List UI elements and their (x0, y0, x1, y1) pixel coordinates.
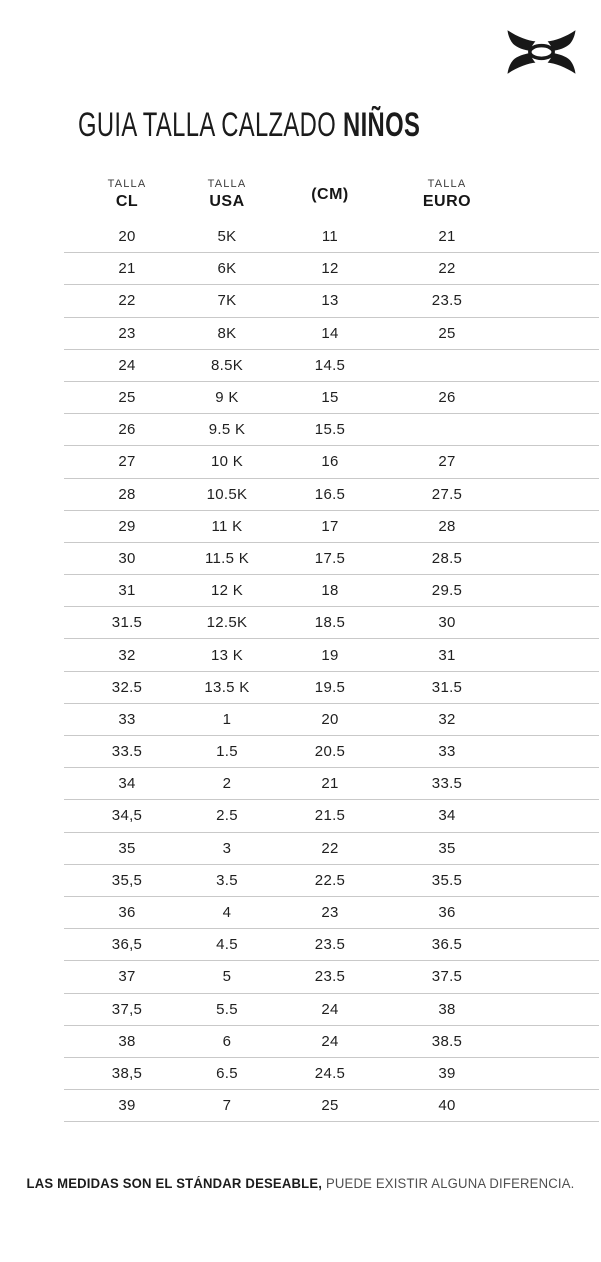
under-armour-logo-glyph (506, 27, 577, 77)
column-header-label: EURO (422, 193, 472, 210)
page-title (78, 107, 420, 143)
cell-cm: 13 (321, 292, 339, 310)
table-row (64, 511, 599, 543)
table-row (64, 350, 599, 382)
cell-cm: 20.5 (314, 743, 346, 761)
cell-cl: 24 (118, 356, 136, 374)
cell-cm: 25 (321, 1097, 339, 1115)
page-title-highlight: NIÑOS (343, 105, 421, 144)
cell-usa: 8.5K (210, 356, 244, 374)
cell-cm: 24 (321, 1032, 339, 1050)
table-row (64, 994, 599, 1026)
cell-cl: 33.5 (111, 743, 143, 761)
cell-usa: 5.5 (216, 1000, 238, 1018)
cell-cl: 34,5 (111, 807, 143, 825)
cell-cl: 25 (118, 389, 136, 407)
cell-cl: 28 (118, 485, 136, 503)
footnote-regular: PUEDE EXISTIR ALGUNA DIFERENCIA. (322, 1175, 575, 1191)
table-row (64, 768, 599, 800)
cell-usa: 3.5 (216, 871, 238, 889)
cell-euro: 37.5 (431, 968, 463, 986)
table-row (64, 1090, 599, 1122)
cell-cl: 36 (118, 904, 136, 922)
cell-usa: 12 K (210, 582, 244, 600)
column-header-cm (264, 183, 396, 204)
cell-cm: 18 (321, 582, 339, 600)
cell-cm: 19.5 (314, 678, 346, 696)
table-row (64, 575, 599, 607)
cell-euro: 38.5 (431, 1032, 463, 1050)
cell-usa: 13.5 K (204, 678, 250, 696)
cell-euro: 28 (438, 517, 456, 535)
cell-cm: 24.5 (314, 1064, 346, 1082)
table-row (64, 414, 599, 446)
cell-usa: 10 K (210, 453, 244, 471)
cell-euro: 39 (438, 1064, 456, 1082)
cell-cm: 14 (321, 324, 339, 342)
cell-euro: 40 (438, 1097, 456, 1115)
table-row (64, 446, 599, 478)
footnote (9, 1176, 592, 1191)
table-row (64, 800, 599, 832)
cell-cl: 21 (118, 260, 136, 278)
cell-usa: 11.5 K (204, 549, 250, 567)
cell-euro: 36 (438, 904, 456, 922)
table-row (64, 543, 599, 575)
footnote-bold: LAS MEDIDAS SON EL STÁNDAR DESEABLE, (26, 1175, 323, 1191)
cell-usa: 7 (222, 1097, 232, 1115)
cell-cl: 20 (118, 228, 136, 246)
table-row (64, 639, 599, 671)
table-row (64, 382, 599, 414)
cell-usa: 11 K (211, 517, 243, 535)
cell-cl: 34 (118, 775, 136, 793)
cell-cl: 23 (118, 324, 136, 342)
cell-cm: 12 (321, 260, 339, 278)
cell-cm: 21.5 (314, 807, 346, 825)
cell-usa: 5 (222, 968, 232, 986)
cell-usa: 6K (217, 260, 237, 278)
column-header-kicker: TALLA (207, 178, 247, 190)
column-header-label: (CM) (311, 186, 349, 203)
table-row (64, 736, 599, 768)
cell-euro: 27 (438, 453, 456, 471)
cell-cl: 35,5 (111, 871, 143, 889)
cell-cm: 17 (321, 517, 339, 535)
cell-cl: 29 (118, 517, 136, 535)
cell-euro: 31.5 (431, 678, 463, 696)
cell-usa: 1.5 (216, 743, 238, 761)
cell-cl: 38,5 (111, 1064, 143, 1082)
cell-euro: 32 (438, 710, 456, 728)
cell-cm: 23.5 (314, 968, 346, 986)
table-row (64, 1058, 599, 1090)
size-guide-table (64, 158, 599, 1122)
cell-cl: 35 (118, 839, 136, 857)
cell-cm: 15 (321, 389, 339, 407)
cell-cl: 30 (118, 549, 136, 567)
cell-cl: 38 (118, 1032, 136, 1050)
table-row (64, 221, 599, 253)
cell-cl: 33 (118, 710, 136, 728)
page-title-main: GUIA TALLA CALZADO (78, 105, 337, 144)
column-header-usa (190, 178, 264, 211)
table-row (64, 961, 599, 993)
cell-euro: 31 (438, 646, 456, 664)
cell-cl: 37 (118, 968, 136, 986)
cell-euro: 27.5 (431, 485, 463, 503)
cell-euro: 28.5 (431, 549, 463, 567)
cell-cm: 23 (321, 904, 339, 922)
cell-cm: 15.5 (314, 421, 346, 439)
under-armour-logo (506, 27, 577, 77)
cell-euro: 23.5 (431, 292, 463, 310)
cell-usa: 9.5 K (208, 421, 246, 439)
cell-cm: 19 (321, 646, 339, 664)
cell-cl: 39 (118, 1097, 136, 1115)
cell-euro: 29.5 (431, 582, 463, 600)
cell-cm: 11 (321, 228, 339, 246)
cell-euro: 33.5 (431, 775, 463, 793)
column-header-label: CL (115, 193, 139, 210)
cell-cm: 20 (321, 710, 339, 728)
cell-usa: 12.5K (206, 614, 248, 632)
cell-euro: 38 (438, 1000, 456, 1018)
table-row (64, 607, 599, 639)
table-row (64, 865, 599, 897)
cell-usa: 1 (222, 710, 232, 728)
cell-cm: 22 (321, 839, 339, 857)
cell-usa: 13 K (210, 646, 244, 664)
cell-euro: 34 (438, 807, 456, 825)
cell-euro: 21 (438, 228, 456, 246)
column-header-euro (396, 178, 498, 211)
cell-cm: 22.5 (314, 871, 346, 889)
cell-cl: 22 (118, 292, 136, 310)
cell-cm: 14.5 (314, 356, 346, 374)
cell-euro: 36.5 (431, 936, 463, 954)
cell-cl: 32.5 (111, 678, 143, 696)
cell-euro: 26 (438, 389, 456, 407)
cell-usa: 7K (217, 292, 237, 310)
table-row (64, 929, 599, 961)
cell-euro: 25 (438, 324, 456, 342)
table-row (64, 479, 599, 511)
table-row (64, 833, 599, 865)
cell-usa: 3 (222, 839, 232, 857)
table-row (64, 672, 599, 704)
cell-cm: 23.5 (314, 936, 346, 954)
cell-cl: 27 (118, 453, 136, 471)
table-row (64, 1026, 599, 1058)
cell-cl: 31.5 (111, 614, 143, 632)
cell-usa: 4.5 (216, 936, 238, 954)
cell-usa: 6.5 (216, 1064, 238, 1082)
cell-cl: 31 (118, 582, 136, 600)
column-header-kicker: TALLA (427, 178, 467, 190)
cell-usa: 2 (222, 775, 232, 793)
cell-euro: 22 (438, 260, 456, 278)
table-header (64, 158, 599, 221)
cell-usa: 6 (222, 1032, 232, 1050)
cell-cm: 21 (321, 775, 339, 793)
cell-cm: 24 (321, 1000, 339, 1018)
cell-usa: 9 K (215, 389, 239, 407)
cell-euro: 35.5 (431, 871, 463, 889)
table-row (64, 318, 599, 350)
table-row (64, 704, 599, 736)
cell-cl: 36,5 (111, 936, 143, 954)
cell-euro: 30 (438, 614, 456, 632)
cell-usa: 8K (217, 324, 237, 342)
cell-euro: 35 (438, 839, 456, 857)
cell-usa: 5K (217, 228, 237, 246)
table-row (64, 897, 599, 929)
cell-cm: 16 (321, 453, 339, 471)
cell-usa: 2.5 (216, 807, 238, 825)
cell-cl: 32 (118, 646, 136, 664)
cell-usa: 4 (222, 904, 232, 922)
cell-cm: 17.5 (314, 549, 346, 567)
table-body (64, 221, 599, 1122)
table-row (64, 253, 599, 285)
cell-cm: 16.5 (314, 485, 346, 503)
column-header-kicker: TALLA (107, 178, 147, 190)
table-row (64, 285, 599, 317)
cell-usa: 10.5K (206, 485, 248, 503)
cell-cm: 18.5 (314, 614, 346, 632)
cell-cl: 37,5 (111, 1000, 143, 1018)
cell-cl: 26 (118, 421, 136, 439)
column-header-cl (64, 178, 190, 211)
column-header-label: USA (209, 193, 245, 210)
cell-euro: 33 (438, 743, 456, 761)
